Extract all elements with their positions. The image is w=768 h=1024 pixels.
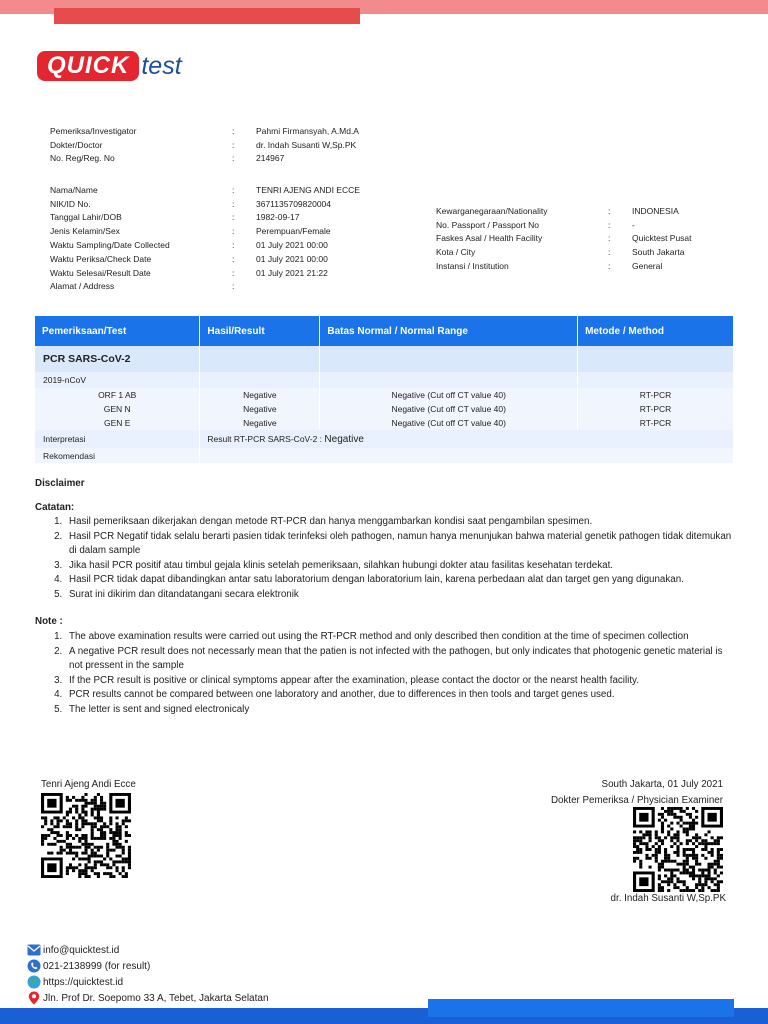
info-row xyxy=(436,259,692,273)
phone-icon xyxy=(27,959,41,973)
list-item: 5. The letter is sent and signed electronicaly xyxy=(65,703,735,718)
doctor-info xyxy=(50,124,359,165)
disclaimer-title: Disclaimer xyxy=(35,478,85,489)
info-value: TENRI AJENG ANDI ECCE xyxy=(256,184,360,195)
test-method: RT-PCR xyxy=(578,416,734,430)
info-colon: : xyxy=(232,139,235,150)
info-colon: : xyxy=(608,247,611,258)
contact-website[interactable]: https://quicktest.id xyxy=(43,976,124,988)
patient-name-signature: Tenri Ajeng Andi Ecce xyxy=(41,779,136,790)
info-row xyxy=(50,183,360,197)
info-colon: : xyxy=(232,212,235,223)
contact-email-line xyxy=(27,942,269,958)
test-range: Negative (Cut off CT value 40) xyxy=(320,416,578,430)
info-row xyxy=(50,280,360,294)
info-value: Quicktest Pusat xyxy=(632,233,692,244)
info-colon: : xyxy=(232,125,235,136)
info-row xyxy=(436,232,692,246)
contact-email[interactable]: info@quicktest.id xyxy=(43,944,120,956)
info-colon: : xyxy=(608,205,611,216)
info-label: Kewarganegaraan/Nationality xyxy=(436,205,548,216)
contact-phone-line xyxy=(27,958,269,974)
info-row xyxy=(436,218,692,232)
info-label: Waktu Selesai/Result Date xyxy=(50,267,151,278)
contact-info xyxy=(27,942,269,1006)
info-value: 01 July 2021 00:00 xyxy=(256,253,328,264)
info-value: Pahmi Firmansyah, A.Md.A xyxy=(256,125,359,136)
place-date: South Jakarta, 01 July 2021 xyxy=(601,779,723,790)
logo-test-text: test xyxy=(141,51,182,80)
info-value: South Jakarta xyxy=(632,247,685,258)
patient-info-right xyxy=(436,204,692,273)
info-value: - xyxy=(632,219,635,230)
info-label: Waktu Periksa/Check Date xyxy=(50,253,152,264)
test-name: GEN E xyxy=(35,416,200,430)
recommendation-label: Rekomendasi xyxy=(35,448,200,463)
info-colon: : xyxy=(232,240,235,251)
note-section xyxy=(35,616,735,717)
info-value: Perempuan/Female xyxy=(256,226,331,237)
list-item: 1. Hasil pemeriksaan dikerjakan dengan metode RT-PCR dan hanya menggambarkan kondisi saat pengambilan spesimen. xyxy=(65,515,735,530)
info-colon: : xyxy=(608,261,611,272)
info-colon: : xyxy=(232,226,235,237)
header-range: Batas Normal / Normal Range xyxy=(320,316,578,346)
recommendation-row xyxy=(35,448,734,463)
info-colon: : xyxy=(608,219,611,230)
examiner-role: Dokter Pemeriksa / Physician Examiner xyxy=(550,795,723,806)
table-row xyxy=(35,388,734,402)
interpretation-row xyxy=(35,430,734,448)
list-item: 3. Jika hasil PCR positif atau timbul gejala klinis setelah pemeriksaan, silahkan hubungi dokter atau fasilitas kesehatan terdekat. xyxy=(65,559,735,574)
catatan-list xyxy=(35,515,735,602)
info-value: General xyxy=(632,261,663,272)
catatan-section xyxy=(35,502,735,602)
info-label: Faskes Asal / Health Facility xyxy=(436,233,543,244)
header-method: Metode / Method xyxy=(578,316,734,346)
contact-address: Jln. Prof Dr. Soepomo 33 A, Tebet, Jakarta Selatan xyxy=(43,992,269,1004)
section-title: PCR SARS-CoV-2 xyxy=(35,346,200,372)
table-row xyxy=(35,416,734,430)
info-row xyxy=(50,224,360,238)
note-list xyxy=(35,630,735,717)
disclaimer-section xyxy=(35,478,735,489)
test-method: RT-PCR xyxy=(578,402,734,416)
list-item: 4. Hasil PCR tidak dapat dibandingkan antar satu laboratorium dengan laboratorium lain, karena perbedaan alat dan target gen yang digunakan. xyxy=(65,573,735,588)
info-row xyxy=(50,252,360,266)
bottom-decor-bar xyxy=(428,999,734,1017)
subsection-row xyxy=(35,372,734,388)
info-label: No. Passport / Passport No xyxy=(436,219,539,230)
info-row xyxy=(436,204,692,218)
examiner-qr-code xyxy=(633,807,723,892)
test-result: Negative xyxy=(200,388,320,402)
table-header-row xyxy=(35,316,734,346)
info-colon: : xyxy=(232,198,235,209)
info-label: Kota / City xyxy=(436,247,476,258)
test-result: Negative xyxy=(200,402,320,416)
info-row xyxy=(50,124,359,138)
info-label: Nama/Name xyxy=(50,184,98,195)
test-range: Negative (Cut off CT value 40) xyxy=(320,388,578,402)
section-row xyxy=(35,346,734,372)
info-row xyxy=(50,152,359,166)
info-label: Jenis Kelamin/Sex xyxy=(50,226,120,237)
interpretation-cell xyxy=(200,430,734,448)
note-title: Note : xyxy=(35,616,63,627)
contact-website-line xyxy=(27,974,269,990)
list-item: 3. If the PCR result is positive or clinical symptoms appear after the examination, please contact the doctor or the nearst health facility. xyxy=(65,674,735,689)
test-name: ORF 1 AB xyxy=(35,388,200,402)
header-test: Pemeriksaan/Test xyxy=(35,316,200,346)
contact-phone[interactable]: 021-2138999 (for result) xyxy=(43,960,151,972)
test-result: Negative xyxy=(200,416,320,430)
interpretation-label: Interpretasi xyxy=(35,430,200,448)
info-value: dr. Indah Susanti W,Sp.PK xyxy=(256,139,357,150)
globe-icon xyxy=(27,975,41,989)
examiner-name: dr. Indah Susanti W,Sp.PK xyxy=(610,893,726,904)
info-row xyxy=(50,266,360,280)
info-colon: : xyxy=(232,267,235,278)
location-pin-icon xyxy=(27,991,41,1005)
list-item: 4. PCR results cannot be compared between one laboratory and another, due to differences in then tools and target genes used. xyxy=(65,688,735,703)
top-decor-bar xyxy=(54,8,360,24)
test-range: Negative (Cut off CT value 40) xyxy=(320,402,578,416)
info-colon: : xyxy=(608,233,611,244)
info-label: Pemeriksa/Investigator xyxy=(50,125,137,136)
info-label: No. Reg/Reg. No xyxy=(50,153,115,164)
info-row xyxy=(50,138,359,152)
info-colon: : xyxy=(232,184,235,195)
info-value: 01 July 2021 00:00 xyxy=(256,240,328,251)
info-value: 214967 xyxy=(256,153,285,164)
interpretation-prefix: Result RT-PCR SARS-CoV-2 : xyxy=(207,433,323,444)
info-label: Alamat / Address xyxy=(50,281,115,292)
catatan-title: Catatan: xyxy=(35,502,75,513)
info-colon: : xyxy=(232,153,235,164)
info-row xyxy=(50,211,360,225)
subsection-title: 2019-nCoV xyxy=(35,372,200,388)
info-label: Dokter/Doctor xyxy=(50,139,103,150)
info-value: INDONESIA xyxy=(632,205,679,216)
email-icon xyxy=(27,943,41,957)
test-method: RT-PCR xyxy=(578,388,734,402)
result-table xyxy=(35,316,734,463)
table-row xyxy=(35,402,734,416)
header-result: Hasil/Result xyxy=(200,316,320,346)
info-value: 1982-09-17 xyxy=(256,212,300,223)
info-colon: : xyxy=(232,281,235,292)
info-value: 01 July 2021 21:22 xyxy=(256,267,328,278)
info-colon: : xyxy=(232,253,235,264)
contact-address-line xyxy=(27,990,269,1006)
list-item: 1. The above examination results were carried out using the RT-PCR method and only described then condition at the time of specimen collection xyxy=(65,630,735,645)
info-label: Waktu Sampling/Date Collected xyxy=(50,240,170,251)
patient-info xyxy=(50,183,360,293)
info-value: 3671135709820004 xyxy=(256,198,332,209)
interpretation-value: Negative xyxy=(324,433,364,445)
info-row xyxy=(436,245,692,259)
patient-qr-code xyxy=(41,793,131,878)
info-row xyxy=(50,197,360,211)
info-label: NIK/ID No. xyxy=(50,198,91,209)
info-label: Tanggal Lahir/DOB xyxy=(50,212,122,223)
info-row xyxy=(50,238,360,252)
info-label: Instansi / Institution xyxy=(436,261,509,272)
quicktest-logo xyxy=(37,50,182,82)
test-name: GEN N xyxy=(35,402,200,416)
list-item: 2. Hasil PCR Negatif tidak selalu berarti pasien tidak terinfeksi oleh pathogen, namun hanya menunjukan bahwa material genetik pathogen tidak ditemukan di dalam sample xyxy=(65,530,735,559)
list-item: 2. A negative PCR result does not necessarly mean that the patien is not infected with the pathogen, but only indicates that photogenic genetic material is not pressent in the sample xyxy=(65,645,735,674)
list-item: 5. Surat ini dikirim dan ditandatangani secara elektronik xyxy=(65,588,735,603)
logo-quick-text: QUICK xyxy=(37,51,139,81)
